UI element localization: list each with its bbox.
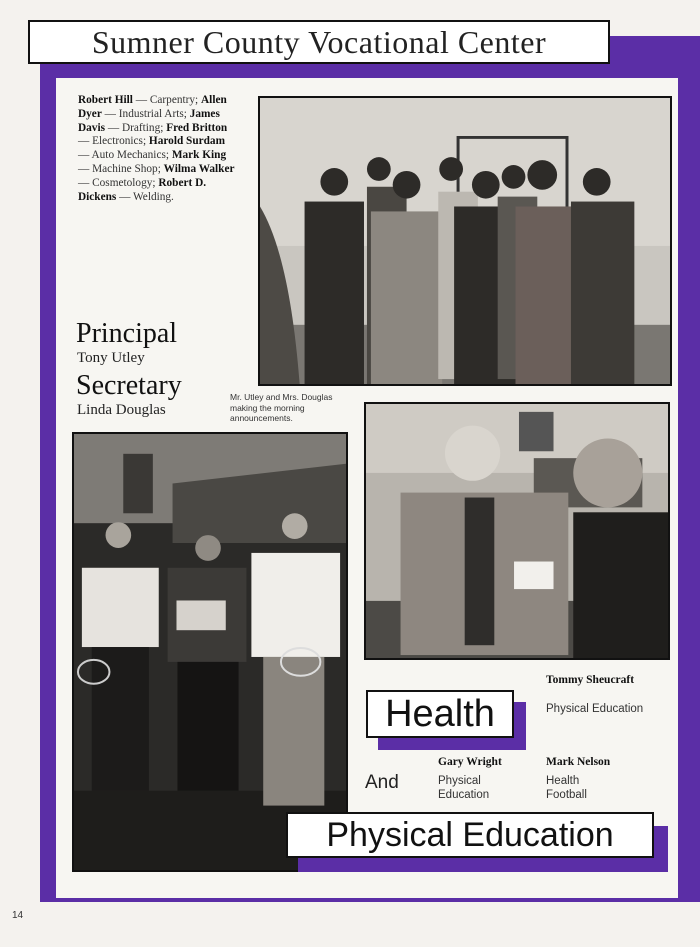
- credit-subject: Auto Mechanics: [91, 149, 166, 162]
- health-heading: Health: [385, 692, 495, 735]
- secretary-heading: Secretary: [76, 370, 182, 401]
- credit-subject: Drafting: [121, 121, 161, 134]
- principal-heading: Principal: [76, 318, 178, 349]
- credit-subject: Carpentry: [149, 94, 196, 106]
- coaches-tennis-photo: [72, 432, 348, 872]
- pe-heading-box: [286, 812, 654, 858]
- principal-name: Tony Utley: [77, 350, 145, 366]
- pe-heading: Physical Education: [326, 815, 614, 854]
- credit-subject: Cosmetology: [92, 176, 153, 189]
- photo-caption: Mr. Utley and Mrs. Douglas making the morning announcements.: [230, 392, 333, 423]
- staff-subject: Football: [546, 789, 587, 801]
- staff-name: Tommy Sheucraft: [546, 674, 635, 686]
- and-heading: And: [365, 772, 399, 793]
- credit-subject: Electronics: [92, 135, 143, 148]
- credit-subject: Welding: [133, 190, 172, 203]
- page-number: 14: [12, 910, 24, 921]
- credit-subject: Industrial Arts: [118, 107, 184, 120]
- credit-name: Robert D. Dickens: [78, 176, 207, 203]
- credit-name: Allen Dyer: [78, 94, 227, 120]
- announcement-photo: [364, 402, 670, 660]
- credit-name: Fred Britton: [166, 121, 228, 134]
- credit-name: Mark King: [171, 149, 227, 162]
- secretary-name: Linda Douglas: [77, 402, 166, 418]
- faculty-group-photo: [258, 96, 672, 386]
- credit-subject: Machine Shop: [92, 162, 158, 175]
- page-title-box: [28, 20, 610, 64]
- instructor-credits: Robert Hill — Carpentry; Allen Dyer — Industrial Arts; James Davis — Drafting; Fred Britton — Electronics; Harold Surdam — Auto Mechanics; Mark King — Machine Shop; Wilma Walker — Cosmetology; Robert D. Dickens — Welding.: [78, 94, 235, 203]
- health-heading-box: [366, 690, 514, 738]
- credit-name: James Davis: [78, 107, 220, 134]
- staff-subject: Health: [546, 775, 580, 787]
- credit-name: Robert Hill: [78, 94, 133, 106]
- page-title: Sumner County Vocational Center: [91, 23, 547, 60]
- staff-subject: Physical: [438, 775, 481, 787]
- credit-name: Wilma Walker: [163, 162, 235, 175]
- staff-subject: Physical Education: [546, 703, 644, 715]
- staff-subject: Education: [438, 789, 490, 801]
- staff-name: Mark Nelson: [546, 756, 611, 768]
- credit-name: Harold Surdam: [148, 135, 225, 148]
- staff-name: Gary Wright: [438, 756, 502, 768]
